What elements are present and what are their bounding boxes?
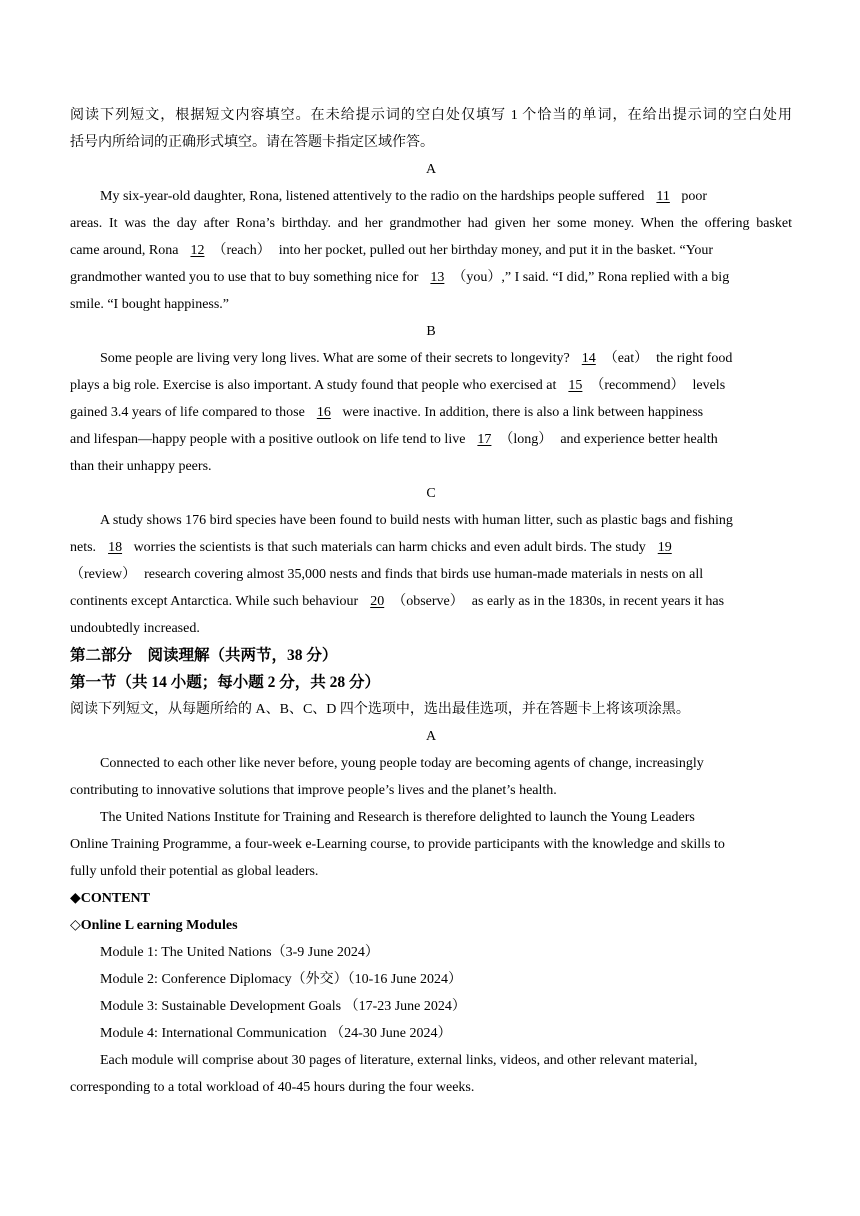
module-item: Module 4: International Communication （24-30 June 2024） <box>100 1026 452 1041</box>
instruction-line-2: 括号内所给词的正确形式填空。请在答题卡指定区域作答。 <box>70 135 434 150</box>
section1-heading: 第一节（共 14 小题；每小题 2 分，共 28 分） <box>70 674 381 691</box>
text: nets. <box>70 540 97 555</box>
text: levels <box>692 378 726 393</box>
passage-c-line-1: A study shows 176 bird species have been found to build nests with human litter, such as plastic bags and fishing <box>100 513 733 528</box>
blank-20: 20 <box>370 594 385 609</box>
passage-b-line-2 <box>70 376 792 396</box>
reading-a-label: A <box>425 729 437 744</box>
blank-11: 11 <box>656 189 670 204</box>
text: ,” I said. “I did,” Rona replied with a big <box>501 270 730 285</box>
reading-a-p1-line-2: contributing to innovative solutions that improve people’s lives and the planet’s health. <box>70 783 557 798</box>
module-item: Module 3: Sustainable Development Goals （17-23 June 2024） <box>100 999 466 1014</box>
module-item: Module 2: Conference Diplomacy（外交）（10-16 June 2024） <box>100 972 462 987</box>
blank-12: 12 <box>190 243 205 258</box>
reading-a-p2-line-3: fully unfold their potential as global leaders. <box>70 864 319 879</box>
blank-14: 14 <box>581 351 596 366</box>
hint-15: （recommend） <box>590 378 685 393</box>
reading-a-p1-line-1: Connected to each other like never before, young people today are becoming agents of change, increasingly <box>100 756 704 771</box>
passage-b-line-4 <box>70 430 792 450</box>
reading-a-p3-line-1: Each module will comprise about 30 pages of literature, external links, videos, and other relevant material, <box>100 1053 698 1068</box>
hint-14: （eat） <box>603 351 649 366</box>
reading-a-p3-line-2: corresponding to a total workload of 40-45 hours during the four weeks. <box>70 1080 475 1095</box>
text: and lifespan—happy people with a positive outlook on life tend to live <box>70 432 466 447</box>
text: grandmother wanted you to use that to buy something nice for <box>70 270 419 285</box>
instruction-line-1: 阅读下列短文，根据短文内容填空。在未给提示词的空白处仅填写 1 个恰当的单词，在给出提示词的空白处用 <box>70 108 792 123</box>
text: worries the scientists is that such materials can harm chicks and even adult birds. The study <box>133 540 646 555</box>
text: gained 3.4 years of life compared to those <box>70 405 305 420</box>
hint-19: （review） <box>70 567 137 582</box>
part2-heading: 第二部分 阅读理解（共两节，38 分） <box>70 647 338 664</box>
passage-c-line-4 <box>70 592 792 612</box>
part2-instruction: 阅读下列短文，从每题所给的 A、B、C、D 四个选项中，选出最佳选项，并在答题卡上将该项涂黑。 <box>70 702 690 717</box>
passage-b-line-5: than their unhappy peers. <box>70 459 212 474</box>
blank-18: 18 <box>108 540 123 555</box>
passage-b-line-1 <box>100 349 792 369</box>
passage-a-line-5: smile. “I bought happiness.” <box>70 297 230 312</box>
passage-a-line-2: areas. It was the day after Rona’s birthday. and her grandmother had given her some money. When the offering basket <box>70 216 792 231</box>
reading-a-p2-line-1: The United Nations Institute for Training and Research is therefore delighted to launch the Young Leaders <box>100 810 695 825</box>
text: as early as in the 1830s, in recent years it has <box>471 594 725 609</box>
text: and experience better health <box>560 432 718 447</box>
text: plays a big role. Exercise is also important. A study found that people who exercised at <box>70 378 557 393</box>
text: into her pocket, pulled out her birthday money, and put it in the basket. “Your <box>278 243 714 258</box>
reading-a-p2-line-2: Online Training Programme, a four-week e-Learning course, to provide participants with the knowledge and skills to <box>70 837 725 852</box>
text: the right food <box>656 351 733 366</box>
hint-13: （you） <box>452 270 502 285</box>
blank-15: 15 <box>568 378 583 393</box>
content-heading: ◆CONTENT <box>70 891 151 906</box>
passage-a-line-1 <box>100 187 792 207</box>
hint-12: （reach） <box>212 243 271 258</box>
hint-17: （long） <box>499 432 553 447</box>
passage-b-label: B <box>426 324 436 339</box>
modules-heading: ◇Online L earning Modules <box>70 918 238 933</box>
text: Some people are living very long lives. What are some of their secrets to longevity? <box>100 351 570 366</box>
text: were inactive. In addition, there is also a link between happiness <box>342 405 704 420</box>
blank-19: 19 <box>657 540 672 555</box>
text: poor <box>681 189 708 204</box>
blank-13: 13 <box>430 270 445 285</box>
text: continents except Antarctica. While such behaviour <box>70 594 359 609</box>
passage-a-line-3 <box>70 241 792 261</box>
blank-17: 17 <box>477 432 492 447</box>
module-item: Module 1: The United Nations（3-9 June 2024） <box>100 945 379 960</box>
passage-c-line-2 <box>70 538 792 558</box>
passage-c-line-3 <box>70 565 792 585</box>
text: My six-year-old daughter, Rona, listened attentively to the radio on the hardships people suffered <box>100 189 645 204</box>
passage-a-line-4 <box>70 268 792 288</box>
passage-b-line-3 <box>70 403 792 423</box>
text: came around, Rona <box>70 243 179 258</box>
text: research covering almost 35,000 nests and finds that birds use human-made materials in nests on all <box>144 567 704 582</box>
blank-16: 16 <box>316 405 331 420</box>
passage-a-label: A <box>425 162 437 177</box>
hint-20: （observe） <box>392 594 464 609</box>
passage-c-line-5: undoubtedly increased. <box>70 621 200 636</box>
passage-c-label: C <box>426 486 436 501</box>
